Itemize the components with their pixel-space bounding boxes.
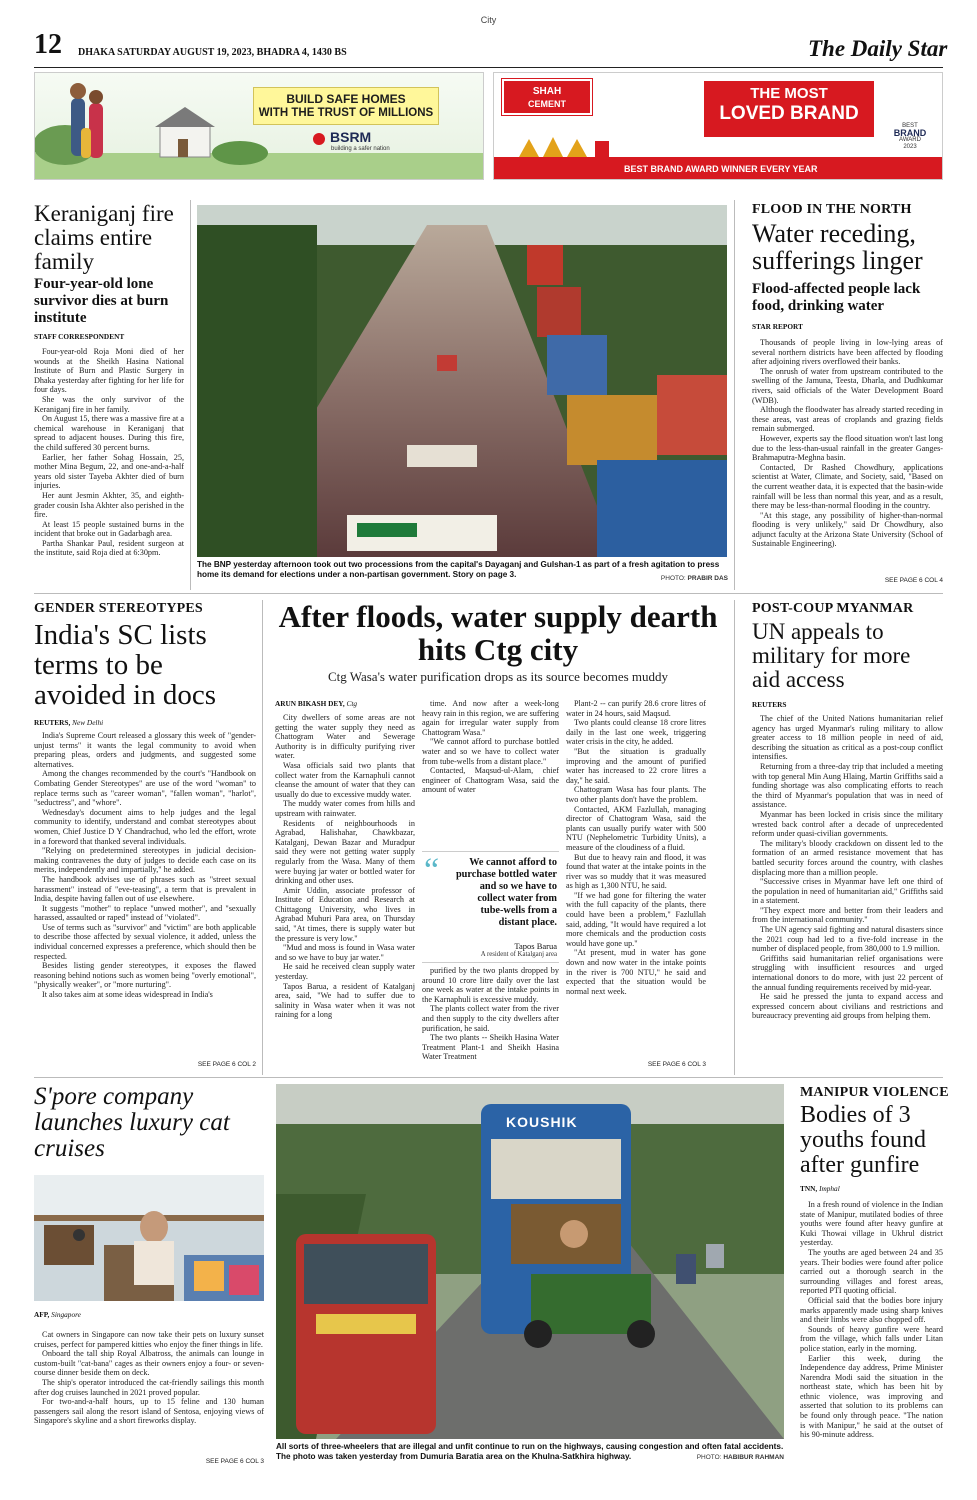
- procession-illustration: [197, 205, 727, 557]
- quote-mark-icon: “: [424, 852, 440, 889]
- myanmar-kicker: POST-COUP MYANMAR: [752, 601, 914, 616]
- paragraph: The handbook advises use of phrases such as "street sexual harassment" instead of "eve-teasing", a term that is prevalent in India, despite having fallen out of use elsewhere.: [34, 874, 256, 904]
- flood-subhead: Flood-affected people lack food, drinking water: [752, 281, 921, 314]
- paragraph: Griffiths said humanitarian relief organisations were struggling with insufficient resources and urged international donors to do more, with just 22 percent of the annual funding requirements received by mid-year.: [752, 953, 943, 992]
- paragraph: Contacted, Dr Rashed Chowdhury, applications scientist at Water, Climate, and Society, said, "Based on the current weather data, it is expected that the basin-wide rainfall will be less than normal this year, and as a result, there may be less-than-normal flooding in the country.: [752, 462, 943, 511]
- paragraph: time. And now after a week-long heavy rain in this region, we are suffering again for irregular water supply from Chattogram Wasa.": [422, 699, 559, 737]
- row-rule: [34, 593, 943, 594]
- paragraph: India's Supreme Court released a glossary this week of "gender-unjust terms" it wants the legal community to avoid when preparing pleas, orders and judgments, and suggested some alternatives.: [34, 731, 256, 769]
- paragraph: Myanmar has been locked in crisis since the military wrested back control after a decade of unprecedented reform under quasi-civilian governments.: [752, 809, 943, 839]
- paragraph: It also takes aim at some ideas widespread in India's: [42, 990, 213, 1000]
- paragraph: "Mud and moss is found in Wasa water and so we have to buy jar water.": [275, 943, 415, 962]
- award-line-1: BEST: [902, 123, 918, 129]
- column-rule: [262, 600, 263, 1075]
- credit-name: HABIBUR RAHMAN: [723, 1454, 784, 1461]
- singapore-see-page[interactable]: SEE PAGE 6 COL 3: [205, 1458, 264, 1465]
- ctg-body-col3: [566, 699, 706, 996]
- paragraph: The ship's operator introduced the cat-friendly sailings this month after dog cruises launched in 2021 proved popular.: [34, 1377, 264, 1397]
- bsrm-tagline: building a safer nation: [331, 146, 390, 152]
- shah-footer: BEST BRAND AWARD WINNER EVERY YEAR: [494, 157, 943, 180]
- paragraph: At least 15 people sustained burns in the incident that broke out in Gadarbagh area.: [34, 519, 184, 539]
- byline-place: New Delhi: [72, 718, 104, 727]
- india-see-page[interactable]: SEE PAGE 6 COL 2: [197, 1061, 256, 1068]
- masthead-logo: The Daily Star: [808, 36, 948, 61]
- singapore-body: [34, 1330, 264, 1426]
- paragraph: He said he pressed the junta to expand access and expressed concern about civilians and restrictions and bureaucracy preventing aid groups from helping them.: [752, 992, 943, 1021]
- manipur-kicker: MANIPUR VIOLENCE: [800, 1085, 949, 1100]
- column-rule: [190, 200, 191, 590]
- award-line-3: AWARD: [899, 137, 921, 143]
- highway-photo-credit: [654, 1454, 784, 1461]
- india-kicker: GENDER STEREOTYPES: [34, 601, 203, 616]
- ctg-body-col2-top: [422, 699, 559, 795]
- paragraph: Residents of neighbourhoods in Agrabad, Halishahar, Chawkbazar, Katalganj, Dewan Bazar and Muradpur said they were not getting water supply regularly from the Wasa. Many of them were buying jar water or bottled water for drinking and other uses.: [275, 818, 415, 886]
- paragraph: The youths are aged between 24 and 35 years. Their bodies were found after police carried out a thorough search in the surrounding villages and forest areas, reported PTI quoting official.: [800, 1247, 943, 1296]
- paragraph: Returning from a three-day trip that included a meeting with top general Min Aung Hlaing, Martin Griffiths said a funding shortage was also complicating efforts to reach the third of Myanmar's population that was in need of assistance.: [752, 761, 943, 810]
- row-rule: [34, 1077, 943, 1078]
- paragraph: "Successive crises in Myanmar have left one third of the population in need of humanitarian aid," Griffiths said in a statement.: [752, 877, 943, 906]
- manipur-headline: Bodies of 3 youths found after gunfire: [800, 1102, 926, 1178]
- quote-name: Tapos Barua: [514, 941, 557, 951]
- paragraph: The military's bloody crackdown on dissent led to the formation of an armed resistance movement that has battled security forces around the country, with clashes displacing more than a million people.: [752, 838, 943, 877]
- singapore-byline: [34, 1310, 81, 1319]
- flood-kicker: FLOOD IN THE NORTH: [752, 202, 912, 217]
- myanmar-body: [752, 714, 943, 1021]
- paragraph: Earlier this week, during the Independence day address, Prime Minister Narendra Modi said the situation in the northeast state, which has been hit by ethnic violence, was improving and asserted that solution to its problems can be found only through peace. "The nation is with Manipur," he said at the outset of his 90-minute address.: [800, 1353, 943, 1440]
- paragraph: "But the situation is gradually improving and the amount of purified water has increased to 22 crore litres a day," he said.: [566, 746, 706, 785]
- paragraph: The onrush of water from upstream contributed to the swelling of the Jamuna, Teesta, Dharla, and Dudhkumar rivers, said officials of the Water Development Board (WDB).: [752, 366, 943, 405]
- flood-byline: STAR REPORT: [752, 322, 803, 331]
- dateline: DHAKA SATURDAY AUGUST 19, 2023, BHADRA 4, 1430 BS: [78, 47, 347, 58]
- column-rule: [734, 200, 735, 590]
- paragraph: Although the floodwater has already started receding in these areas, vast areas of croplands and grazing fields remain submerged.: [752, 405, 943, 434]
- myanmar-headline: UN appeals to military for more aid access: [752, 619, 911, 692]
- bsrm-logo-icon: [313, 133, 325, 145]
- byline-place: Imphal: [819, 1184, 840, 1193]
- pyramid-icons: [519, 135, 629, 159]
- paragraph: The plants collect water from the river and then supply to the city dwellers after purification, he said.: [422, 1004, 559, 1033]
- paragraph: On August 15, there was a massive fire at a chemical warehouse in Keraniganj that spread to adjacent houses. During this fire, the child suffered 30 percent burns.: [34, 414, 184, 452]
- paragraph: Four-year-old Roja Moni died of her wounds at the Sheikh Hasina National Institute of Burn and Plastic Surgery in Dhaka yesterday after fighting for her life for four days.: [34, 347, 184, 395]
- shah-headline-1: THE MOST: [750, 85, 828, 102]
- paragraph: Onboard the tall ship Royal Albatross, the animals can lounge in custom-built "cat-bana" cages as their owners enjoy a four- or seven-course dinner beside them on deck.: [34, 1349, 264, 1378]
- ctg-body-col1: [275, 713, 415, 1020]
- paragraph: Plant-2 -- can purify 28.6 crore litres of water in 24 hours, said Maqsud.: [566, 699, 706, 718]
- india-body: [34, 731, 256, 1000]
- bsrm-ad[interactable]: [34, 72, 484, 180]
- keraniganj-headline: Keraniganj fire claims entire family: [34, 201, 174, 274]
- india-byline: [34, 718, 103, 727]
- paragraph: "Relying on predetermined stereotypes in judicial decision-making contravenes the duty of judges to decide each case on its merits, independently and impartially," he added.: [34, 846, 256, 875]
- paragraph: Chattogram Wasa has four plants. The two other plants don't have the problem.: [566, 785, 706, 804]
- masthead-rule: [34, 67, 943, 68]
- paragraph: In a fresh round of violence in the Indian state of Manipur, mutilated bodies of three youths were found after heavy gunfire at Kuki Thowai village in Ukhrul district yesterday.: [800, 1200, 943, 1248]
- pull-quote: [422, 851, 559, 963]
- paragraph: Contacted, Maqsud-ul-Alam, chief engineer of Chattogram Wasa, said the amount of water: [422, 766, 559, 795]
- quote-role: A resident of Katalganj area: [480, 951, 557, 958]
- keraniganj-byline: STAFF CORRESPONDENT: [34, 332, 125, 341]
- paragraph: Official said that the bodies bore injury marks apparently made using sharp knives and their limbs were also chopped off.: [800, 1295, 943, 1325]
- paragraph: purified by the two plants dropped by around 10 crore litre daily over the last one week as water at the intake points in the Karnaphuli is excessive muddy.: [422, 966, 559, 1004]
- credit-label: PHOTO:: [660, 575, 686, 582]
- ctg-headline: After floods, water supply dearth hits Ctg city: [278, 599, 718, 667]
- byline-place: Singapore: [51, 1310, 81, 1319]
- paragraph: Contacted, AKM Fazlullah, managing director of Chattogram Wasa, said the plants can usually purify water with 500 NTU (Nephelometric Turbidity Units), a measure of the cloudiness of a fluid.: [566, 804, 706, 852]
- ctg-body-col2-bottom: [422, 966, 559, 1062]
- paragraph: The two plants -- Sheikh Hasina Water Treatment Plant-1 and Sheikh Hasina Water Treatment: [422, 1033, 559, 1062]
- bus-name-sign: KOUSHIK: [506, 1114, 578, 1130]
- ctg-see-page[interactable]: SEE PAGE 6 COL 3: [647, 1061, 706, 1068]
- paragraph: Cat owners in Singapore can now take their pets on luxury sunset cruises, perfect for pampered kitties who enjoy the finer things in life.: [34, 1330, 264, 1349]
- highway-caption: All sorts of three-wheelers that are illegal and unfit continue to run on the highways, causing congestion and often fatal accidents. The photo was taken yesterday from Dumuria Baratia area on the Khulna-Satkhira highway.: [276, 1442, 784, 1461]
- bsrm-brand: BSRM: [330, 129, 372, 145]
- highway-illustration: [276, 1084, 784, 1439]
- award-line-2: BRAND: [893, 128, 927, 138]
- bnp-procession-photo: [197, 205, 727, 557]
- keraniganj-subhead: Four-year-old lone survivor dies at burn institute: [34, 276, 169, 326]
- best-brand-badge: [886, 123, 934, 151]
- byline-agency: REUTERS,: [34, 718, 71, 727]
- paragraph: The chief of the United Nations humanitarian relief agency has urged Myanmar's ruling military to allow greater access to 18 million people in need of aid, describing the situation as critical as a post-coup conflict intensifies.: [752, 714, 943, 762]
- paragraph: He said he received clean supply water yesterday.: [275, 962, 415, 982]
- quote-text: We cannot afford to purchase bottled water and so we have to collect water from tube-wells from a distant place.: [455, 857, 557, 928]
- section-label: City: [480, 15, 497, 25]
- paragraph: It suggests "mother" to replace "unwed mother", and "sexually harassed, assaulted or raped" instead of "violated".: [34, 903, 256, 923]
- byline-agency: AFP,: [34, 1310, 50, 1319]
- paragraph: Tapos Barua, a resident of Katalganj area, said, "We had to suffer due to salinity in Wasa water when it was not raining for a long: [275, 981, 415, 1020]
- paragraph: Her aunt Jesmin Akhter, 35, and eighth-grader cousin Isha Akhter also perished in the fire.: [34, 490, 184, 520]
- byline-place: Ctg: [346, 699, 358, 708]
- paragraph: She was the only survivor of the Keraniganj fire in her family.: [34, 394, 184, 414]
- flood-see-page[interactable]: SEE PAGE 6 COL 4: [884, 577, 943, 584]
- myanmar-byline: REUTERS: [752, 700, 787, 709]
- award-year: 2023: [903, 144, 917, 150]
- cat-cruise-illustration: [34, 1175, 264, 1301]
- page-number: 12: [34, 29, 62, 60]
- bnp-photo-credit: [634, 575, 728, 582]
- paragraph: "At this stage, any possibility of higher-than-normal flooding is very unlikely," said Dr Chowdhury, also adjunct faculty at the Arizona State University (School of Sustainable Engineering).: [752, 510, 943, 549]
- paragraph: Thousands of people living in low-lying areas of several northern districts have been affected by flooding after adjoining rivers overflowed their banks.: [752, 338, 943, 367]
- india-headline: India's SC lists terms to be avoided in docs: [34, 619, 217, 712]
- column-rule: [734, 600, 735, 1075]
- paragraph: "We cannot afford to purchase bottled water and so we have to collect water from tube-wells from a distant place.": [422, 737, 559, 766]
- paragraph: Wednesday's document aims to help judges and the legal community to identify, understand and combat stereotypes about women, Chief Justice D Y Chandrachud, who led the effort, wrote in a foreword that thanked several individuals.: [34, 807, 256, 846]
- paragraph: "At present, mud in water has gone down and now water in the intake points in the river is 700 NTU," he said and expected that the situation would be normal next week.: [566, 948, 706, 996]
- paragraph: The muddy water comes from hills and upstream with rainwater.: [275, 799, 415, 818]
- manipur-byline: [800, 1184, 840, 1193]
- paragraph: But due to heavy rain and flood, it was found that water at the intake points in the river was so muddy that it was measured as high as 1,300 NTU, he said.: [566, 852, 706, 891]
- bsrm-headline-1: BUILD SAFE HOMES: [286, 92, 406, 106]
- paragraph: Amir Uddin, associate professor of Institute of Education and Research at Chittagong University, who lives in Agrabad Muhuri Para area, on Thursday said, "At times, there is supply water but the pressure is very low.": [275, 885, 415, 943]
- bnp-caption: The BNP yesterday afternoon took out two processions from the capital's Dayaganj and Gulshan-1 as part of a fresh agitation to press home its demand for elections under a non-partisan government. Story on page 3.: [197, 560, 720, 579]
- byline-name: ARUN BIKASH DEY,: [275, 699, 345, 708]
- keraniganj-body: [34, 347, 184, 558]
- highway-photo: [276, 1084, 784, 1439]
- paragraph: Besides listing gender stereotypes, it exposes the flawed reasoning behind notions such as women being "overly emotional", "physically weaker", or "more nurturing".: [34, 961, 256, 990]
- shah-cement-ad[interactable]: [493, 72, 943, 180]
- flood-headline: Water receding, sufferings linger: [752, 219, 923, 276]
- manipur-body: [800, 1200, 943, 1440]
- paragraph: Earlier, her father Sohag Hossain, 25, mother Mina Begum, 22, and one-and-a-half years old sister Tayeba Akhter died of burn injuries.: [34, 452, 184, 491]
- paragraph: Among the changes recommended by the court's "Handbook on Combating Gender Stereotypes" are use of the word "woman" to replace terms such as "career woman", "fallen woman", "harlot", "seductress", and "whore".: [34, 769, 256, 808]
- paragraph: Sounds of heavy gunfire were heard from the village, which falls under Litan police station, early in the morning.: [800, 1324, 943, 1353]
- shah-brand-1: SHAH: [532, 86, 562, 97]
- paragraph: Partha Shankar Paul, resident surgeon at the institute, said Roja died at 6:30pm.: [34, 538, 184, 558]
- singapore-headline: S'pore company launches luxury cat cruises: [34, 1083, 230, 1162]
- paragraph: "If we had gone for filtering the water with the full capacity of the plants, there could have been a problem," Fazlullah said, adding, "It would have required a lot more chemicals and the production costs would have gone up.": [566, 890, 706, 948]
- ctg-subhead: Ctg Wasa's water purification drops as its source becomes muddy: [327, 669, 669, 684]
- paragraph: Wasa officials said two plants that collect water from the Karnaphuli cannot cleanse the amount of water that they can usually do due to excessive muddy water.: [275, 760, 415, 799]
- byline-agency: TNN,: [800, 1184, 818, 1193]
- paragraph: Two plants could cleanse 18 crore litres daily in the last one week, triggering water crisis in the city, he added.: [566, 718, 706, 747]
- paragraph: The UN agency said fighting and natural disasters since the 2021 coup had led to a five-fold increase in the number of displaced people, from 380,000 to 1.9 million.: [752, 925, 943, 954]
- paragraph: However, experts say the flood situation won't last long due to the less-than-usual rainfall in the greater Ganges-Brahmaputra-Meghna basin.: [752, 433, 943, 463]
- paragraph: City dwellers of some areas are not getting the water supply they need as Chattogram Water and Sewerage Authority is in difficulty purifying river water.: [275, 713, 415, 761]
- flood-body: [752, 338, 943, 549]
- cat-cruise-photo: [34, 1175, 264, 1301]
- paragraph: Use of terms such as "survivor" and "victim" are both applicable to describe those affected by sexual violence, it added, unless the individual concerned expresses a preference, which should then be respected.: [34, 922, 256, 961]
- credit-label: PHOTO:: [696, 1454, 722, 1461]
- bsrm-headline-2: WITH THE TRUST OF MILLIONS: [258, 107, 434, 119]
- ctg-byline: [275, 699, 357, 708]
- shah-brand-2: CEMENT: [528, 99, 566, 109]
- shah-headline-2: LOVED BRAND: [719, 103, 859, 124]
- paragraph: For two-and-a-half hours, up to 15 feline and 130 human passengers sail along the resort island of Sentosa, enjoying views of Singapore's skyline and a short fireworks display.: [34, 1397, 264, 1426]
- credit-name: PRABIR DAS: [687, 575, 728, 582]
- paragraph: "They expect more and better from their leaders and from the international community.": [752, 905, 943, 925]
